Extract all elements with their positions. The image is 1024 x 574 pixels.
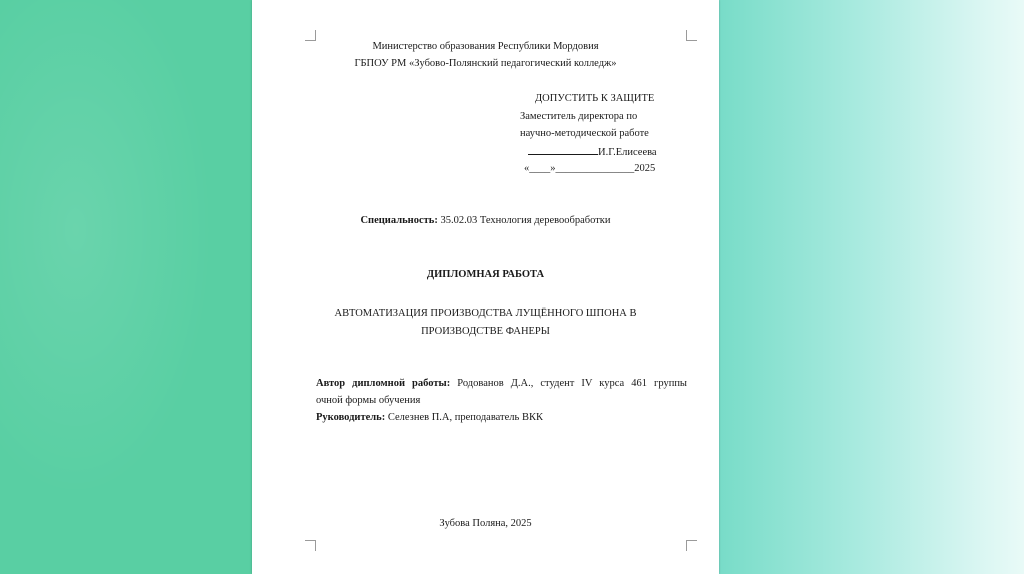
specialty-line — [252, 214, 719, 227]
specialty-label: Специальность: — [360, 215, 438, 226]
author-value: Родованов Д.А., студент IV курса 461 группы — [450, 378, 687, 389]
author-value-continued: очной формы обучения — [316, 395, 421, 406]
ministry-header: Министерство образования Республики Мордовия — [372, 41, 599, 52]
supervisor-label: Руководитель: — [316, 412, 386, 423]
supervisor-line — [316, 409, 687, 426]
approval-signature — [528, 144, 657, 159]
topic-line2: ПРОИЗВОДСТВЕ ФАНЕРЫ — [421, 326, 550, 337]
approval-position-line1: Заместитель директора по — [520, 111, 638, 122]
background-left-panel — [0, 0, 252, 574]
approval-date: «____»_______________2025 — [524, 163, 656, 174]
crop-mark-bottom-left — [305, 540, 316, 551]
supervisor-value: Селезнев П.А, преподаватель ВКК — [385, 412, 543, 423]
approval-title: ДОПУСТИТЬ К ЗАЩИТЕ — [535, 93, 655, 104]
approval-position-line2: научно-методической работе — [520, 128, 649, 139]
background-right-panel — [719, 0, 1024, 574]
topic-line1: АВТОМАТИЗАЦИЯ ПРОИЗВОДСТВА ЛУЩЁННОГО ШПОНА В — [334, 308, 637, 319]
document-page — [252, 0, 719, 574]
college-header: ГБПОУ РМ «Зубово-Полянский педагогический колледж» — [354, 58, 617, 69]
author-line — [316, 375, 687, 392]
approval-signature-name: И.Г.Елисеева — [598, 147, 657, 158]
signature-line — [528, 144, 598, 155]
footer-place-year: Зубова Поляна, 2025 — [439, 518, 532, 529]
work-type-title: ДИПЛОМНАЯ РАБОТА — [426, 269, 545, 280]
crop-mark-bottom-right — [686, 540, 697, 551]
author-label: Автор дипломной работы: — [316, 378, 451, 389]
author-block — [316, 375, 687, 426]
specialty-value: 35.02.03 Технология деревообработки — [437, 215, 611, 226]
